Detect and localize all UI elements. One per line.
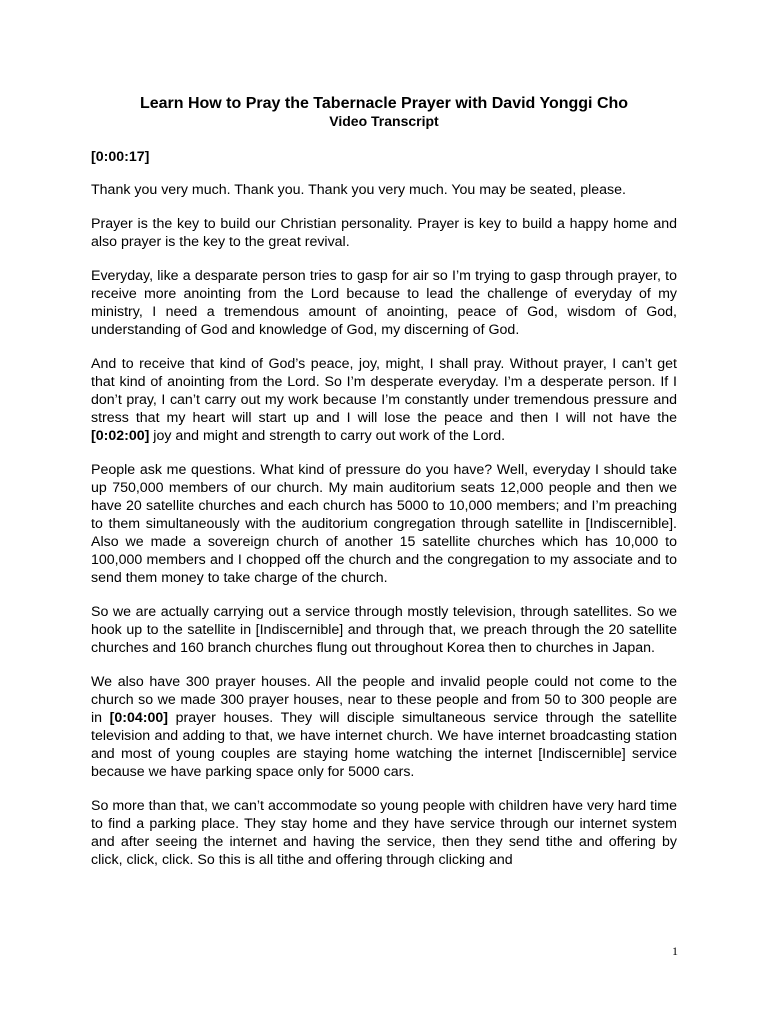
paragraph-4-text-after: joy and might and strength to carry out work of the Lord. <box>149 428 506 444</box>
paragraph-6: So we are actually carrying out a service through mostly television, through satellites. So we hook up to the satellite in [Indiscernible] and through that, we preach through the 20 satellite churches and 160 branch churches flung out throughout Korea then to churches in Japan. <box>91 604 677 656</box>
paragraph-7-text-before: We also have 300 prayer houses. All the people and invalid people could not come to the church so we made 300 prayer houses, near to these people and from 50 to 300 people are in <box>91 674 677 726</box>
paragraph-5: People ask me questions. What kind of pressure do you have? Well, everyday I should take up 750,000 members of our church. My main auditorium seats 12,000 people and then we have 20 satellite churches and each church has 5000 to 10,000 members; and I’m preaching to them simultaneously with the auditorium congregation through satellite in [Indiscernible]. Also we made a sovereign church of another 15 satellite churches which has 10,000 to 100,000 members and I chopped off the church and the congregation to my associate and to send them money to take charge of the church. <box>91 462 677 586</box>
paragraph-2: Prayer is the key to build our Christian personality. Prayer is key to build a happy home and also prayer is the key to the great revival. <box>91 216 677 250</box>
paragraph-8: So more than that, we can’t accommodate so young people with children have very hard time to find a parking place. They stay home and they have service through our internet system and after seeing the internet and having the service, then they send tithe and offering by click, click, click. So this is all tithe and offering through clicking and <box>91 798 677 868</box>
document-page <box>91 94 677 885</box>
paragraph-1: Thank you very much. Thank you. Thank you very much. You may be seated, please. <box>91 182 626 198</box>
paragraph-7-text-after: prayer houses. They will disciple simultaneous service through the satellite television and adding to that, we have internet church. We have internet broadcasting station and most of young couples are staying home watching the internet [Indiscernible] service because we have parking space only for 5000 cars. <box>91 710 677 780</box>
paragraph-3: Everyday, like a desparate person tries to gasp for air so I’m trying to gasp through prayer, to receive more anointing from the Lord because to lead the challenge of everyday of my ministry, I need a tremendous amount of anointing, peace of God, wisdom of God, understanding of God and knowledge of God, my discerning of God. <box>91 268 677 338</box>
paragraph-7 <box>91 673 677 781</box>
page-number: 1 <box>672 944 678 958</box>
document-title: Learn How to Pray the Tabernacle Prayer with David Yonggi Cho <box>139 95 629 112</box>
timestamp-0-04-00: [0:04:00] <box>109 710 169 726</box>
timestamp-0-02-00: [0:02:00] <box>91 428 150 444</box>
paragraph-4 <box>91 355 677 445</box>
start-timestamp: [0:00:17] <box>91 149 150 165</box>
paragraph-4-text-before: And to receive that kind of God’s peace, joy, might, I shall pray. Without prayer, I can’t get that kind of anointing from the Lord. So I’m desperate everyday. I’m a desperate person. If I don’t pray, I can’t carry out my work because I’m constantly under tremendous pressure and stress that my heart will start up and I will lose the peace and then I will not have the <box>91 356 677 426</box>
document-subtitle: Video Transcript <box>329 113 439 129</box>
